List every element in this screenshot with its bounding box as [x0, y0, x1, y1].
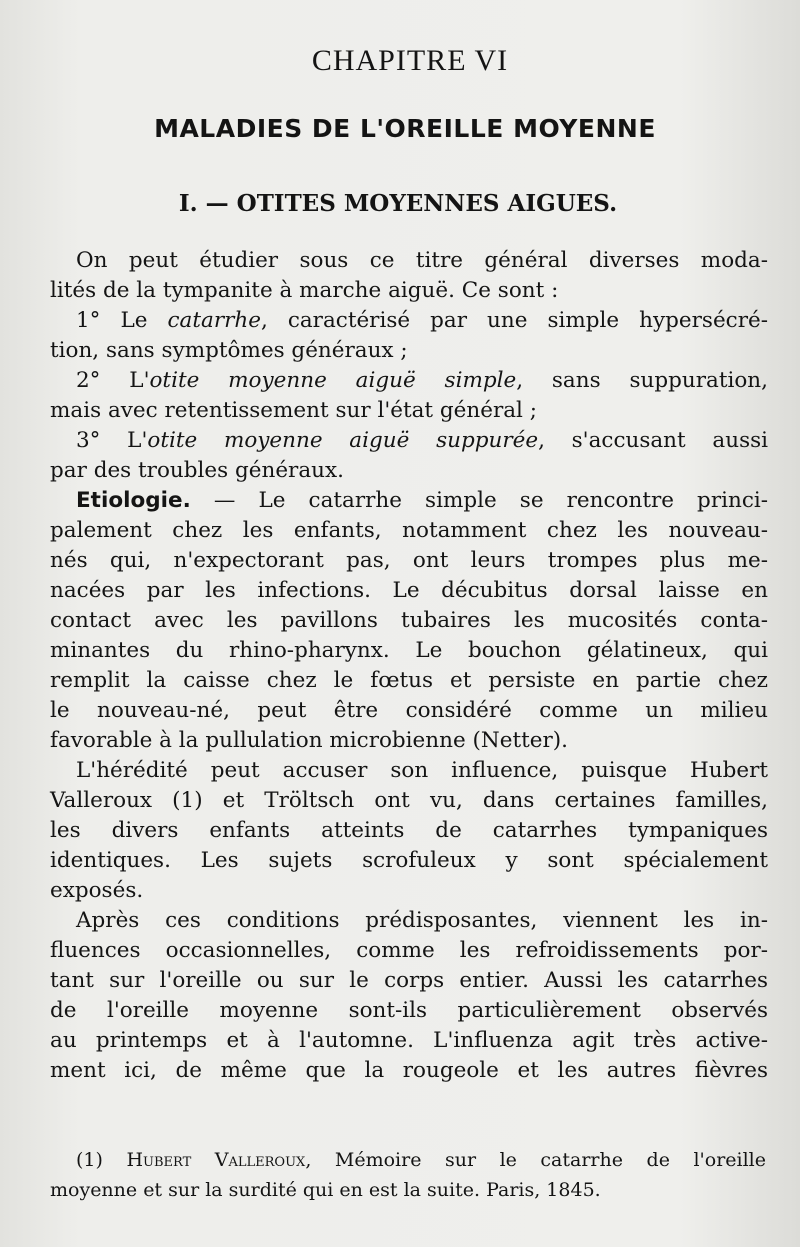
text-run: , caractérisé par une simple hypersécré-	[260, 308, 768, 333]
text-line	[50, 816, 768, 846]
text-line	[50, 576, 768, 606]
chapter-heading: CHAPITRE VI	[311, 44, 509, 77]
text-line	[50, 906, 768, 936]
run-italic: otite moyenne aiguë simple	[149, 368, 517, 393]
text-line	[50, 336, 768, 366]
text-run: les divers enfants atteints de catarrhes tympaniques	[50, 818, 768, 843]
text-line	[50, 516, 768, 546]
text-line	[50, 546, 768, 576]
run-heading: Etiologie.	[76, 488, 191, 513]
text-run: Valleroux (1) et Tröltsch ont vu, dans certaines familles,	[50, 788, 768, 813]
text-line	[50, 666, 768, 696]
text-line	[50, 1056, 768, 1086]
text-line	[50, 756, 768, 786]
text-run: L'hérédité peut accuser son influence, puisque Hubert	[76, 758, 768, 783]
section-heading: I. — OTITES MOYENNES AIGUES.	[178, 190, 618, 217]
text-run: 3° L'	[76, 428, 148, 453]
text-run: 2° L'	[76, 368, 150, 393]
text-line	[50, 636, 768, 666]
text-run: tion, sans symptômes généraux ;	[50, 338, 408, 363]
text-line	[50, 846, 768, 876]
text-line	[50, 276, 768, 306]
text-line	[50, 996, 768, 1026]
text-run: remplit la caisse chez le fœtus et persiste en partie chez	[50, 668, 768, 693]
text-line	[50, 726, 768, 756]
text-run: Après ces conditions prédisposantes, viennent les in-	[76, 908, 768, 933]
text-run: palement chez les enfants, notamment chez les nouveau-	[50, 518, 768, 543]
text-run: le nouveau-né, peut être considéré comme un milieu	[50, 698, 768, 723]
text-line	[50, 246, 768, 276]
text-run: nés qui, n'expectorant pas, ont leurs trompes plus me-	[50, 548, 768, 573]
text-line	[50, 966, 768, 996]
text-run: — Le catarrhe simple se rencontre princi-	[190, 488, 768, 513]
text-run: ment ici, de même que la rougeole et les autres fièvres	[50, 1058, 768, 1083]
body-text	[50, 246, 768, 1086]
text-run: , sans suppuration,	[516, 368, 768, 393]
footnote-author: Hubert Valleroux	[126, 1149, 306, 1171]
text-line	[50, 786, 768, 816]
text-run: tant sur l'oreille ou sur le corps entier. Aussi les catarrhes	[50, 968, 768, 993]
footnote-text: , Mémoire sur le catarrhe de l'oreille	[305, 1149, 767, 1171]
footnote-number: (1)	[76, 1149, 127, 1171]
text-run: contact avec les pavillons tubaires les mucosités conta-	[50, 608, 768, 633]
text-run: On peut étudier sous ce titre général diverses moda-	[76, 248, 768, 273]
text-run: au printemps et à l'automne. L'influenza agit très active-	[50, 1028, 768, 1053]
run-italic: catarrhe	[167, 308, 261, 333]
text-line	[50, 306, 768, 336]
text-line	[50, 396, 768, 426]
text-run: , s'accusant aussi	[538, 428, 769, 453]
text-run: 1° Le	[76, 308, 168, 333]
text-line	[50, 486, 768, 516]
text-run: favorable à la pullulation microbienne (Netter).	[50, 728, 568, 753]
footnote-line	[50, 1146, 766, 1176]
text-run: lités de la tympanite à marche aiguë. Ce sont :	[50, 278, 559, 303]
text-run: fluences occasionnelles, comme les refroidissements por-	[50, 938, 768, 963]
text-line	[50, 426, 768, 456]
run-italic: otite moyenne aiguë suppurée	[147, 428, 539, 453]
text-run: minantes du rhino-pharynx. Le bouchon gélatineux, qui	[50, 638, 768, 663]
text-line	[50, 936, 768, 966]
text-line	[50, 606, 768, 636]
text-run: nacées par les infections. Le décubitus dorsal laisse en	[50, 578, 768, 603]
text-run: mais avec retentissement sur l'état général ;	[50, 398, 538, 423]
text-run: identiques. Les sujets scrofuleux y sont spécialement	[50, 848, 768, 873]
text-run: de l'oreille moyenne sont-ils particulièrement observés	[50, 998, 768, 1023]
text-run: par des troubles généraux.	[50, 458, 344, 483]
footnote-line: moyenne et sur la surdité qui en est la suite. Paris, 1845.	[50, 1179, 601, 1201]
text-line	[50, 366, 768, 396]
text-line	[50, 456, 768, 486]
text-line	[50, 876, 768, 906]
footnote	[50, 1146, 766, 1206]
text-line	[50, 696, 768, 726]
chapter-title: MALADIES DE L'OREILLE MOYENNE	[154, 114, 656, 143]
text-line	[50, 1026, 768, 1056]
text-run: exposés.	[50, 878, 144, 903]
